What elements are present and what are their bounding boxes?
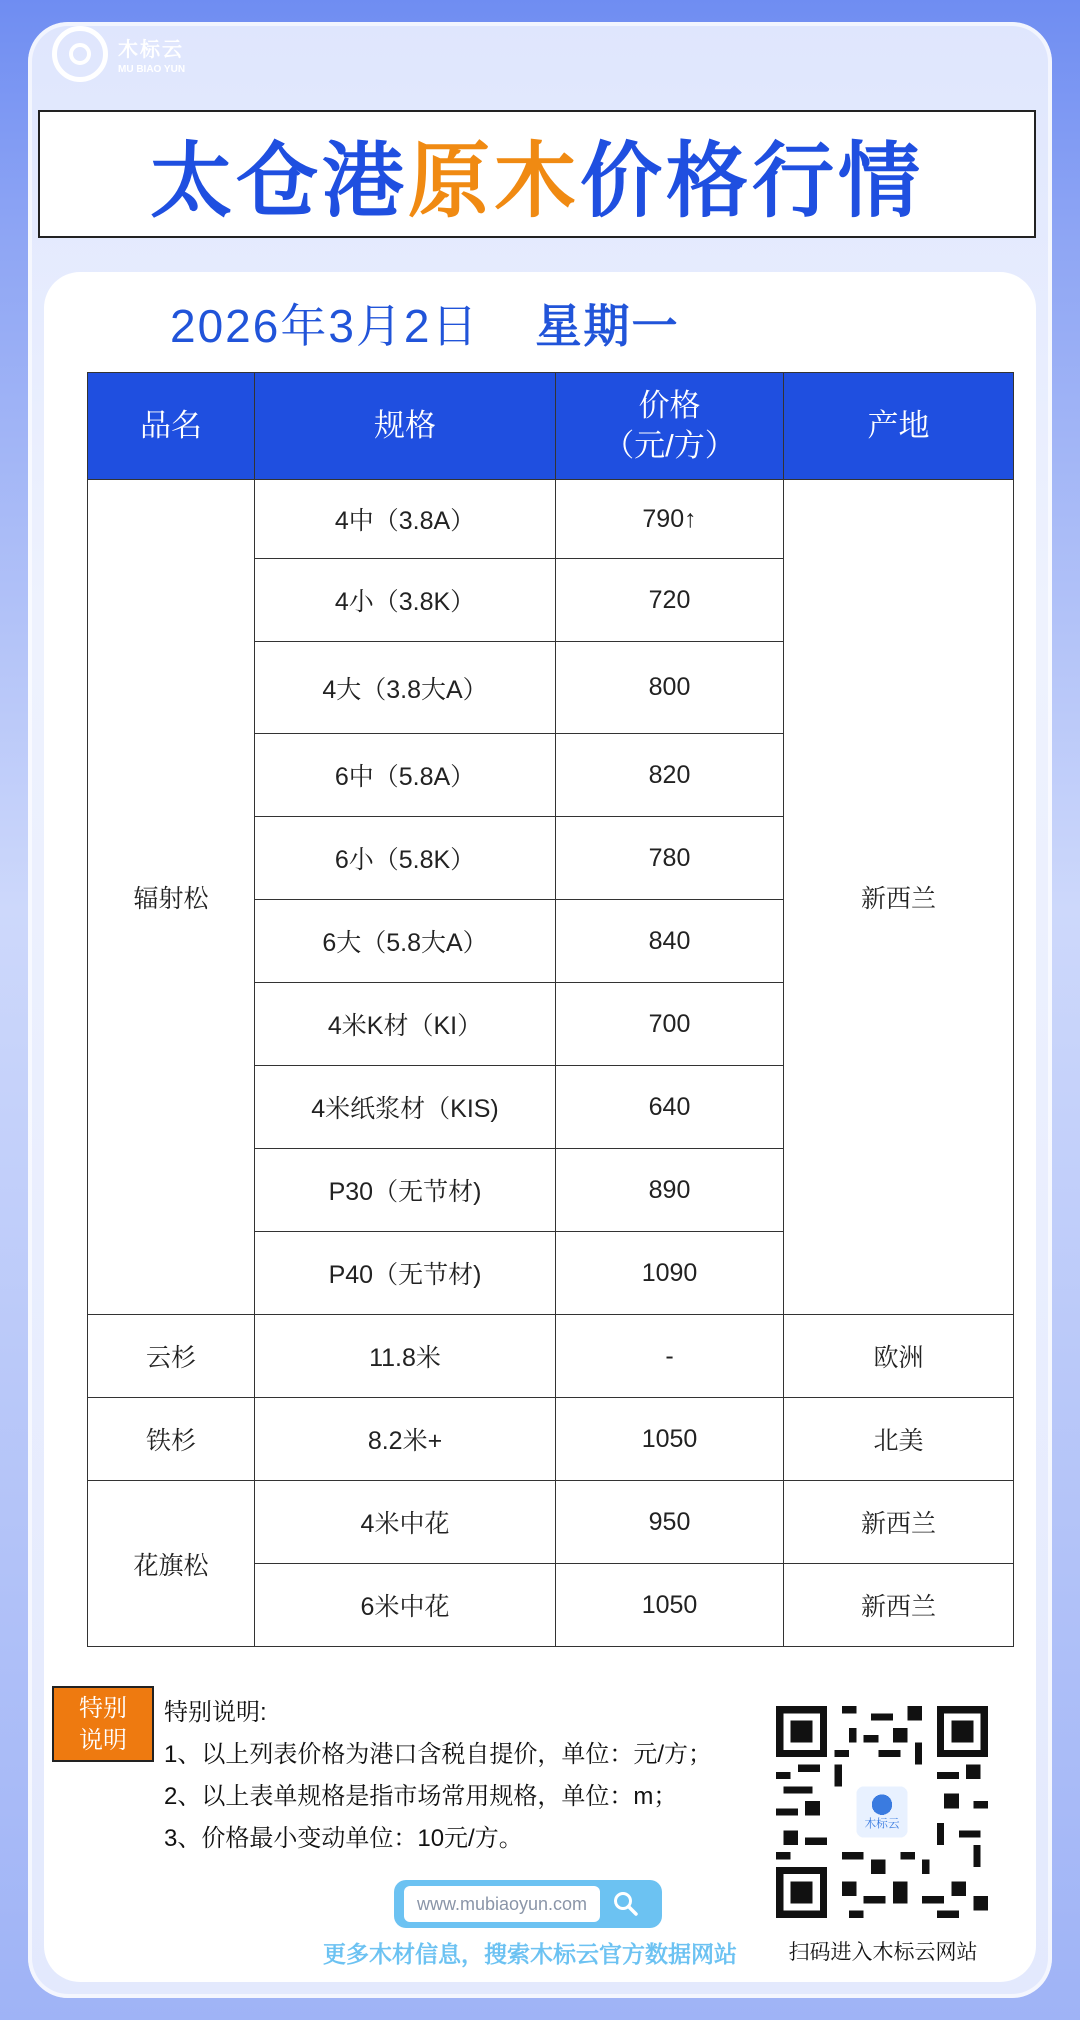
title-box (38, 110, 1036, 238)
table-row (88, 1481, 1014, 1564)
table-row (88, 480, 1014, 559)
cell-price: 720 (556, 559, 784, 642)
cell-spec: 4米中花 (255, 1481, 556, 1564)
qr-code-icon[interactable] (776, 1706, 988, 1918)
note-item: 2、以上表单规格是指市场常用规格，单位：m； (164, 1783, 678, 1810)
badge-line-2: 说明 (79, 1727, 127, 1754)
cell-price: 950 (556, 1481, 784, 1564)
brand-header (52, 26, 185, 82)
table-row (88, 1315, 1014, 1398)
title-highlight: 原木 (407, 135, 580, 227)
cell-origin: 新西兰 (784, 480, 1014, 1315)
qr-caption: 扫码进入木标云网站 (788, 1941, 978, 1964)
cell-price: 1050 (556, 1398, 784, 1481)
date-line (170, 290, 680, 356)
title-part-1: 太仓港 (149, 135, 408, 227)
cell-origin: 新西兰 (784, 1481, 1014, 1564)
website-search-bar[interactable] (394, 1880, 662, 1928)
cell-name: 辐射松 (88, 480, 255, 1315)
page-title (150, 116, 924, 233)
cell-price: 820 (556, 734, 784, 817)
cell-spec: 11.8米 (255, 1315, 556, 1398)
cell-price: 840 (556, 900, 784, 983)
cell-price: 640 (556, 1066, 784, 1149)
table-row (88, 1398, 1014, 1481)
cell-name: 云杉 (88, 1315, 255, 1398)
cell-spec: P40（无节材) (255, 1232, 556, 1315)
brand-logo-icon (52, 26, 108, 82)
cell-origin: 北美 (784, 1398, 1014, 1481)
cell-price: 1090 (556, 1232, 784, 1315)
brand-name: 木标云 (118, 39, 184, 61)
header-origin: 产地 (784, 373, 1014, 480)
cell-price: 780 (556, 817, 784, 900)
cell-spec: P30（无节材) (255, 1149, 556, 1232)
cell-spec: 4米K材（KI） (255, 983, 556, 1066)
search-icon[interactable] (612, 1890, 640, 1918)
cell-spec: 4大（3.8大A） (255, 642, 556, 734)
price-table (87, 372, 1014, 1647)
cell-name: 铁杉 (88, 1398, 255, 1481)
table-header-row (88, 373, 1014, 480)
brand-name-en: MU BIAO YUN (118, 64, 186, 75)
header-spec: 规格 (255, 373, 556, 480)
cell-spec: 6大（5.8大A） (255, 900, 556, 983)
cell-price: 1050 (556, 1564, 784, 1647)
cell-price: - (556, 1315, 784, 1398)
cell-spec: 6中（5.8A） (255, 734, 556, 817)
cell-name: 花旗松 (88, 1481, 255, 1647)
cell-spec: 4中（3.8A） (255, 480, 556, 559)
cell-price: 890 (556, 1149, 784, 1232)
cell-origin: 新西兰 (784, 1564, 1014, 1647)
cell-origin: 欧洲 (784, 1315, 1014, 1398)
cell-price: 790↑ (556, 480, 784, 559)
header-name: 品名 (88, 373, 255, 480)
weekday-text: 星期一 (535, 300, 680, 352)
cell-spec: 6小（5.8K） (255, 817, 556, 900)
promo-text: 更多木材信息，搜索木标云官方数据网站 (323, 1941, 737, 1967)
title-part-2: 价格行情 (580, 135, 925, 227)
cell-price: 800 (556, 642, 784, 734)
cell-spec: 4米纸浆材（KIS) (255, 1066, 556, 1149)
note-item: 3、价格最小变动单位：10元/方。 (164, 1825, 523, 1852)
badge-line-1: 特别 (79, 1695, 127, 1722)
note-item: 1、以上列表价格为港口含税自提价，单位：元/方； (164, 1741, 713, 1768)
special-note-badge (52, 1686, 154, 1762)
qr-center-label: 木标云 (864, 1817, 900, 1831)
cell-spec: 8.2米+ (255, 1398, 556, 1481)
date-text: 2026年3月2日 (170, 300, 480, 352)
notes-block (164, 1692, 712, 1860)
notes-heading: 特别说明: (164, 1699, 267, 1726)
website-url[interactable]: www.mubiaoyun.com (404, 1886, 600, 1922)
cell-price: 700 (556, 983, 784, 1066)
cell-spec: 6米中花 (255, 1564, 556, 1647)
header-price: 价格 （元/方） (556, 373, 784, 480)
cell-spec: 4小（3.8K） (255, 559, 556, 642)
